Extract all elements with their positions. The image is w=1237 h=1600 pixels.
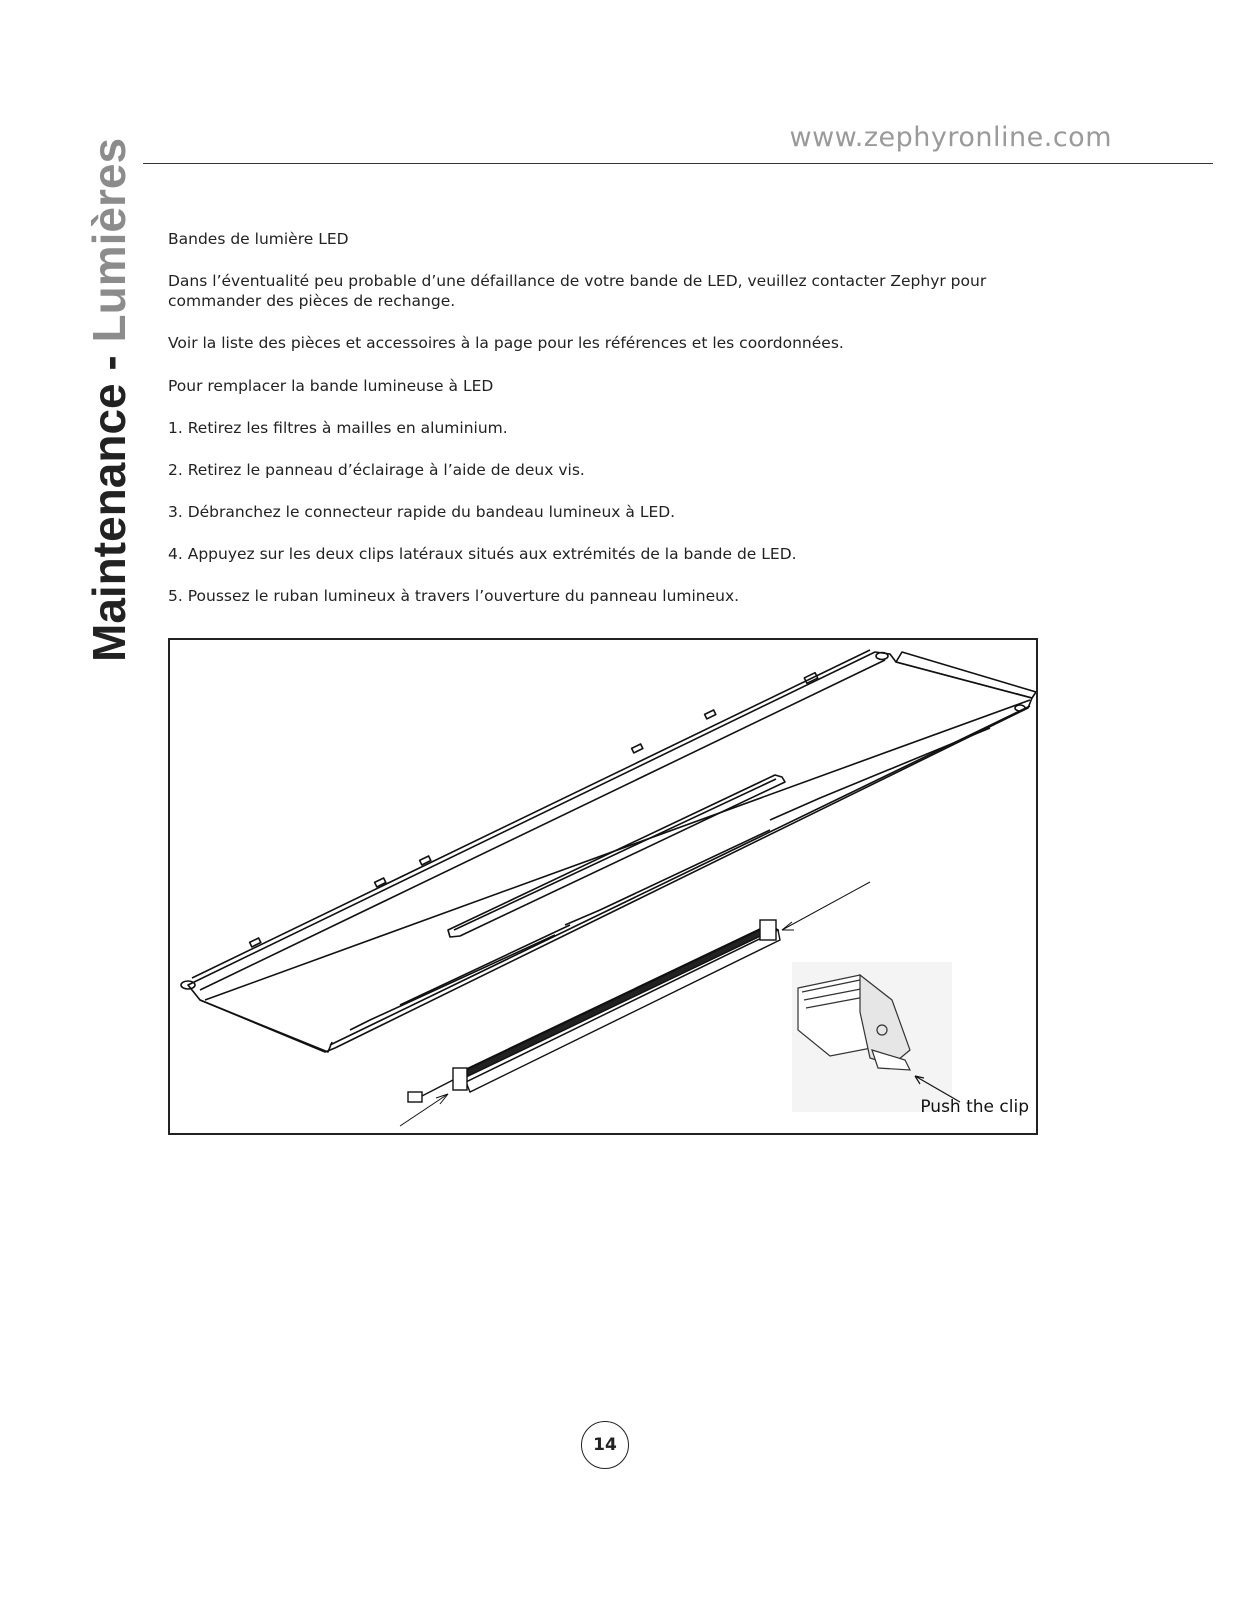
step-4: 4. Appuyez sur les deux clips latéraux situés aux extrémités de la bande de LED. [168, 545, 797, 564]
led-panel-illustration [170, 640, 1036, 1133]
figure-caption: Push the clip [920, 1097, 1029, 1117]
step-5: 5. Poussez le ruban lumineux à travers l’ouverture du panneau lumineux. [168, 587, 740, 606]
section-heading: Bandes de lumière LED [168, 230, 349, 248]
section-title-accent: Lumières [83, 137, 135, 343]
step-3: 3. Débranchez le connecteur rapide du bandeau lumineux à LED. [168, 502, 676, 521]
website-url: www.zephyronline.com [789, 122, 1112, 153]
led-strip-diagram [168, 638, 1038, 1135]
header-divider [143, 163, 1213, 164]
step-2: 2. Retirez le panneau d’éclairage à l’aide de deux vis. [168, 460, 585, 479]
procedure-title: Pour remplacer la bande lumineuse à LED [168, 376, 494, 395]
clip-detail-inset [792, 962, 960, 1112]
parts-note: Voir la liste des pièces et accessoires à la page pour les références et les coordonnées. [168, 334, 844, 353]
step-1: 1. Retirez les filtres à mailles en aluminium. [168, 418, 508, 437]
page-number: 14 [581, 1421, 629, 1469]
intro-paragraph: Dans l’éventualité peu probable d’une défaillance de votre bande de LED, veuillez contacter Zephyr pour commander des pièces de rechange. [168, 272, 987, 311]
section-title-vertical [83, 137, 135, 662]
led-strip [408, 920, 780, 1102]
section-title-main: Maintenance - [83, 342, 135, 662]
instructions-body [168, 229, 1048, 628]
